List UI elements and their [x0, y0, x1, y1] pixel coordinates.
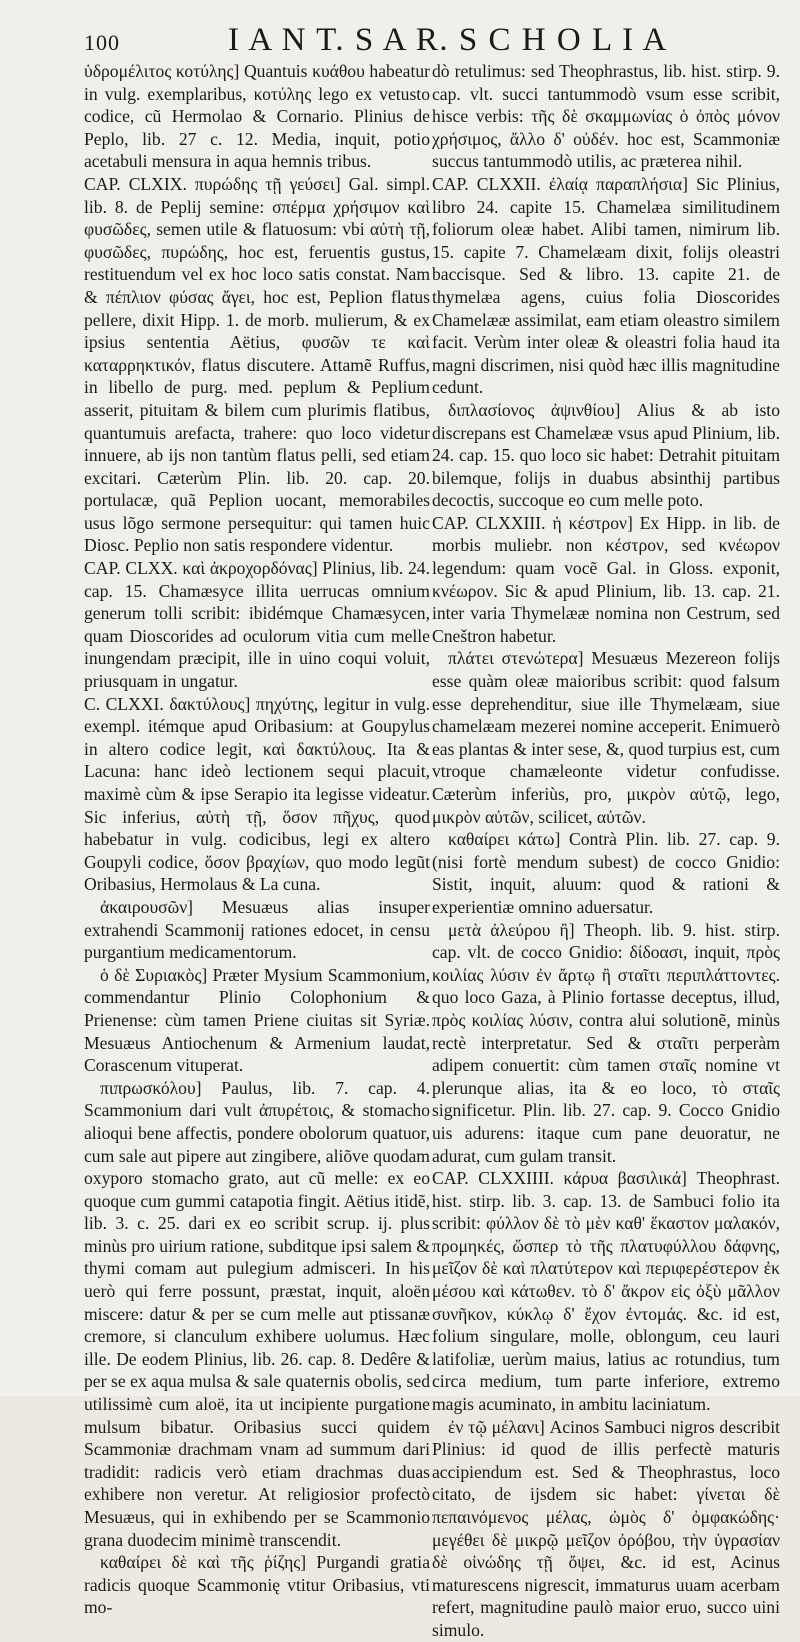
running-title: I A N T. S A R. S C H O L I A: [228, 22, 668, 58]
chapter-paragraph: CAP. CLXXIIII. κάρυα βασιλικά] Theophrast. hist. stirp. lib. 3. cap. 13. de Sambuci folio ita scribit: φύλλον δὲ τὸ μὲν καθ' ἕκαστον μαλακόν, προμηκές, ὥσπερ τὸ τῆς πλατυφύλλου δάφνης, μεῖζον δὲ καὶ πλατύτερον καὶ περιφερέστερον ἐκ μέσου καὶ κάτωθεν. τὸ δ' ἄκρον εἰς ὀξὺ μᾶλλον συνῆκον, κύκλῳ δ' ἔχον ἐντομάς. &c. id est, folium singulare, molle, oblongum, ceu lauri latifoliæ, uerùm maius, latius ac rotundius, tum circa medium, tum parte inferiore, extremo magis acuminato, in ambitu laciniatum.: [432, 1168, 780, 1415]
lemma-paragraph: καθαίρει δὲ καὶ τῆς ῥίζης] Purgandi gratia radicis quoque Scammonię vtitur Oribasius, vti mo-: [84, 1552, 430, 1618]
right-column: [432, 60, 780, 1640]
paragraph: dò retulimus: sed Theophrastus, lib. hist. stirp. 9. cap. vlt. succi tantummodò vsum esse scribit, hisce verbis: τῆς δὲ σκαμμωνίας ὁ ὀπὸς μόνον χρήσιμος, ἄλλο δ' οὐδέν. hoc est, Scammoniæ succus tantummodò utilis, ac præterea nihil.: [432, 61, 780, 172]
chapter-paragraph: C. CLXXI. δακτύλους] πηχύτης, legitur in vulg. exempl. itémque apud Oribasium: at Goupylus in altero codice legit, καὶ δακτύλους. Ita & Lacuna: hanc ideò lectionem sequi placuit, maximè cùm & ipse Serapio ita legisse videatur. Sic inferius, αὐτὴ τῇ, ὅσον πῆχυς, quod habebatur in vulg. codicibus, legi ex altero Goupyli codice, ὅσον βραχίων, quo modo legũt Oribasius, Hermolaus & La cuna.: [84, 693, 430, 895]
lemma-paragraph: καθαίρει κάτω] Contrà Plin. lib. 27. cap. 9. (nisi fortè mendum subest) de cocco Gnidio: Sistit, inquit, aluum: quod & rationi & experientiæ omnino aduersatur.: [432, 829, 780, 917]
lemma-paragraph: ἐν τῷ μέλανι] Acinos Sambuci nigros describit Plinius: id quod de illis perfectè maturis accipiendum est. Sed & Theophrastus, loco citato, de ijsdem sic habet: γίνεται δὲ πεπαινόμενος μέλας, ὠμὸς δ' ὀμφακώδης· μεγέθει δὲ μικρῷ μεῖζον ὀρόβου, τὴν ὑγρασίαν δὲ οἰνώδης τῇ ὄψει, &c. id est, Acinus maturescens nigrescit, immaturus uuam acerbam refert, magnitudine paulò maior eruo, succo uini simulo.: [432, 1416, 780, 1640]
lemma-paragraph: πλάτει στενώτερα] Mesuæus Mezereon folijs esse quàm oleæ maioribus scribit: quod falsum esse deprehenditur, siue ille Thymelæam, siue chamelæam mezerei nomine acceperit. Enimuerò eas plantas & inter sese, &, quod turpius est, cum vtroque chamæleonte videtur confudisse. Cæterùm inferiùs, pro, μικρὸν αὐτῷ, lego, μικρὸν αὐτῶν, scilicet, αὐτῶν.: [432, 648, 780, 827]
chapter-paragraph: CAP. CLXIX. πυρώδης τῇ γεύσει] Gal. simpl. lib. 8. de Peplij semine: σπέρμα χρήσιμον καὶ φυσῶδες, semen utile & flatuosum: vbi αὐτὴ τῇ, φυσῶδες, πυρώδης, hoc est, feruentis gustus, restituendum vel ex hoc loco satis constat. Nam & πέπλιον φύσας ἄγει, hoc est, Peplion flatus pellere, dixit Hipp. 1. de morb. mulierum, & ex ipsius sententia Aëtius, φυσῶν τε καὶ καταρρηκτικόν, flatus discutere. Attamẽ Ruffus, in libello de purg. med. peplum & Peplium asserit, pituitam & bilem cum plurimis flatibus, quantumuis arefacta, trahere: quo loco videtur innuere, ab ijs non tantùm flatus pelli, sed etiam excitari. Cæterùm Plin. lib. 20. cap. 20. portulacæ, quã Peplion uocant, memorabiles usus lõgo sermone persequitur: qui tamen huic Diosc. Peplio non satis respondere videntur.: [84, 173, 430, 556]
lemma-paragraph: ὁ δὲ Συριακὸς] Præter Mysium Scammonium, commendantur Plinio Colophonium & Prienense: cùm tamen Priene ciuitas sit Syriæ. Mesuæus Antiochenum & Armenium laudat, Corascenum vituperat.: [84, 964, 430, 1076]
chapter-paragraph: CAP. CLXXII. ἐλαίᾳ παραπλήσια] Sic Plinius, libro 24. capite 15. Chamelæa similitudinem foliorum oleæ habet. Alibi tamen, nimirum lib. 15. capite 7. Chamelæam dixit, folijs oleastri baccisque. Sed & libro. 13. capite 21. de thymelæa agens, cuius folia Dioscorides Chamelææ assimilat, eam etiam oleastro similem facit. Verùm inter oleæ & oleastri folia haud ita magni discrimen, nisi quòd hæc illis magnitudine cedunt.: [432, 173, 780, 398]
page-number: 100: [84, 30, 120, 55]
running-head: [0, 22, 800, 62]
lemma-paragraph: μετὰ ἀλεύρου ἢ] Theoph. lib. 9. hist. stirp. cap. vlt. de cocco Gnidio: δίδοασι, inquit, πρὸς κοιλίας λύσιν ἐν ἄρτῳ ἢ σταῖτι περιπλάττοντες. quo loco Gaza, à Plinio fortasse deceptus, illud, πρὸς κοιλίας λύσιν, contra alui solutionẽ, minùs rectè interpretatur. Sed & σταῖτι perperàm adipem conuertit: cùm tamen σταῖς nomine vt plerunque alias, ita & eo loco, τὸ σταῖς significetur. Plin. lib. 27. cap. 9. Cocco Gnidio uis adurens: itaque cum pane deuoratur, ne adurat, cum gulam transit.: [432, 919, 780, 1166]
left-column: [84, 60, 430, 1618]
lemma-paragraph: διπλασίονος ἀψινθίου] Alius & ab isto discrepans est Chamelææ vsus apud Plinium, lib. 24. cap. 15. quo loco sic habet: Detrahit pituitam bilemque, folijs in duabus absinthij partibus decoctis, succoque eo cum melle poto.: [432, 399, 780, 511]
chapter-paragraph: CAP. CLXXIII. ἡ κέστρον] Ex Hipp. in lib. de morbis muliebr. non κέστρον, sed κνέωρον legendum: quam vocẽ Gal. in Gloss. exponit, κνέωρον. Sic & apud Plinium, lib. 13. cap. 21. inter varia Thymelææ nomina non Cestrum, sed Cneštron habetur.: [432, 512, 780, 646]
lemma-paragraph: πιπρωσκόλου] Paulus, lib. 7. cap. 4. Scammonium dari vult ἀπυρέτοις, & stomacho alioqui bene affectis, pondere obolorum quatuor, cum sale aut pipere aut zingibere, aliõve quodam oxyporo stomacho grato, aut cũ melle: ex eo quoque cum gummi catapotia fingit. Aëtius itidẽ, lib. 3. c. 25. dari ex eo scribit scrup. ij. plus minùs pro uirium ratione, subditque ipsi salem & thymi comam aut pulegium admisceri. In his uerò qui ferre possunt, præstat, inquit, aloën miscere: datur & per se cum melle aut ptissanæ cremore, si clanculum exhibere uolumus. Hæc ille. De eodem Plinius, lib. 26. cap. 8. Dedêre & per se ex aqua mulsa & sale quaternis obolis, sed utilissimè cum aloë, ita ut incipiente purgatione mulsum bibatur. Oribasius succi quidem Scammoniæ drachmam vnam ad summum dari tradidit: radicis verò etiam drachmas duas exhibere non veretur. At religiosior profectò Mesuæus, qui in exhibendo per se Scammonio grana duodecim minimè transcendit.: [84, 1077, 430, 1550]
chapter-paragraph: CAP. CLXX. καὶ ἀκροχορδόνας] Plinius, lib. 24. cap. 15. Chamæsyce illita uerrucas omnium generum tolli scribit: ibidémque Chamæsycen, quam Dioscorides ad oculorum vitia cum melle inungendam præcipit, ille in uino coqui voluit, priusquam in ungatur.: [84, 558, 430, 692]
lemma-paragraph: ἀκαιρουσῶν] Mesuæus alias insuper extrahendi Scammonij rationes edocet, in censu purgantium medicamentorum.: [84, 896, 430, 963]
paragraph: ὑδρομέλιτος κοτύλης] Quantuis κυάθου habeatur in vulg. exemplaribus, κοτύλης lego ex vetusto codice, cũ Hermolao & Cornario. Plinius de Peplo, lib. 27 c. 12. Media, inquit, potio acetabuli mensura in aqua hemnis tribus.: [84, 61, 430, 172]
